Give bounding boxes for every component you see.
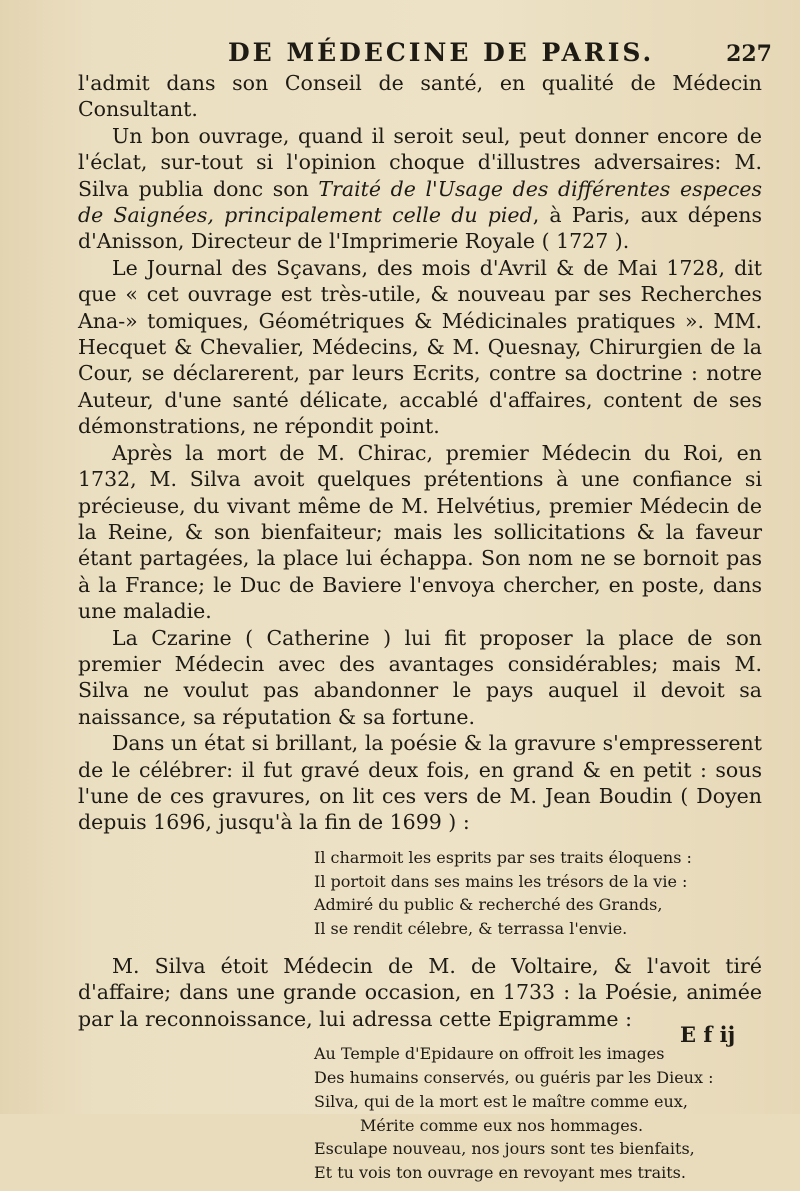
paragraph-2 [78,123,762,255]
verse-line: Au Temple d'Epidaure on offroit les images [314,1044,665,1064]
verse-line: Il charmoit les esprits par ses traits éloquens : [314,847,692,867]
verse-line: Esculape nouveau, nos jours sont tes bienfaits, [314,1139,695,1159]
book-title-citation: Traité de l'Usage des différentes especes de Saignées, principalement celle du pied [78,176,762,228]
verse-boudin [314,846,762,941]
verse-line: Il se rendit célebre, & terrassa l'envie. [314,919,628,939]
paragraph-7: M. Silva étoit Médecin de M. de Voltaire, & l'avoit tiré d'affaire; dans une grande occasion, en 1733 : la Poésie, animée par la reconnoissance, lui adressa cette Epigramme : [78,953,762,1031]
verse-line: Mérite comme eux nos hommages. [360,1115,644,1135]
catchword: E f ij [680,1022,736,1047]
verse-line: Il portoit dans ses mains les trésors de la vie : [314,871,688,891]
paragraph-3: Le Journal des Sçavans, des mois d'Avril & de Mai 1728, dit que « cet ouvrage est très-utile, & nouveau par ses Recherches Ana-» tomiques, Géométriques & Médicinales pratiques ». MM. Hecquet & Chevalier, Médecins, & M. Quesnay, Chirurgien de la Cour, se déclarerent, par leurs Ecrits, contre sa doctrine : notre Auteur, d'une santé délicate, accablé d'affaires, content de ses démonstrations, ne répondit point. [78,255,762,439]
page-number: 227 [726,41,772,67]
verse-line: Des humains conservés, ou guéris par les Dieux : [314,1067,714,1087]
running-title: DE MÉDECINE DE PARIS. [228,38,655,67]
paragraph-1: l'admit dans son Conseil de santé, en qualité de Médecin Consultant. [78,71,762,122]
paragraph-2-text-b: , à Paris, aux dépens d'Anisson, Directeur de l'Imprimerie Royale ( 1727 ). [78,203,763,254]
verse-line: Silva, qui de la mort est le maître comme eux, [314,1091,688,1111]
running-head [228,38,772,67]
page-body [78,70,762,1191]
paragraph-5: La Czarine ( Catherine ) lui fit proposer la place de son premier Médecin avec des avantages considérables; mais M. Silva ne voulut pas abandonner le pays auquel il devoit sa naissance, sa réputation & sa fortune. [78,625,762,729]
verse-line: Et tu vois ton ouvrage en revoyant mes traits. [314,1163,686,1183]
paragraph-6: Dans un état si brillant, la poésie & la gravure s'empresserent de le célébrer: il fut gravé deux fois, en grand & en petit : sous l'une de ces gravures, on lit ces vers de M. Jean Boudin ( Doyen depuis 1696, jusqu'à la fin de 1699 ) : [78,731,762,835]
paragraph-2-text-a: Un bon ouvrage, quand il seroit seul, peut donner encore de l'éclat, sur-tout si l'opinion choque d'illustres adversaires: M. Silva publia donc son [78,123,762,201]
verse-line: Admiré du public & recherché des Grands, [314,895,663,915]
paragraph-4: Après la mort de M. Chirac, premier Médecin du Roi, en 1732, M. Silva avoit quelques prétentions à une confiance si précieuse, du vivant même de M. Helvétius, premier Médecin de la Reine, & son bienfaiteur; mais les sollicitations & la faveur étant partagées, la place lui échappa. Son nom ne se bornoit pas à la France; le Duc de Baviere l'envoya chercher, en poste, dans une maladie. [78,440,762,624]
